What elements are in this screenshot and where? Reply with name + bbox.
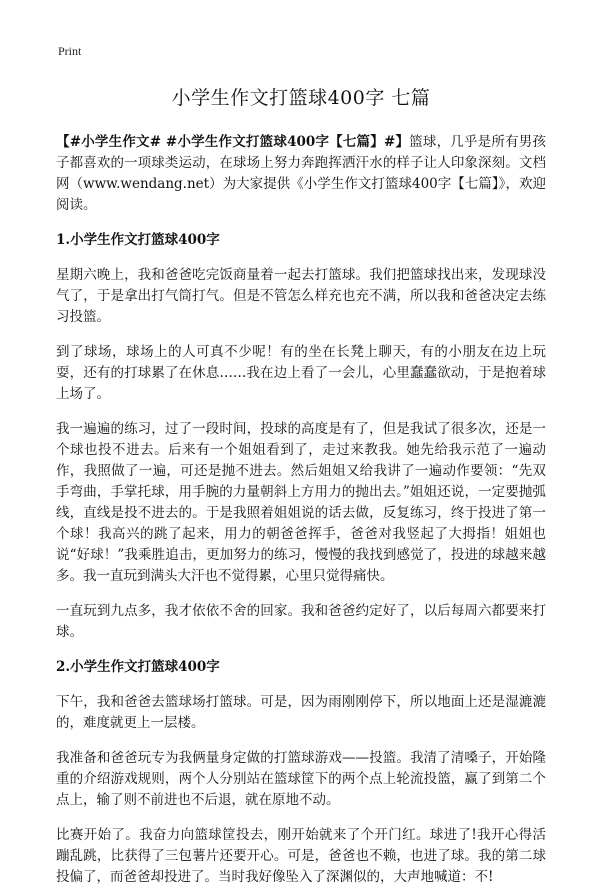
section-1-paragraph-2: 到了球场，球场上的人可真不少呢！有的坐在长凳上聊天，有的小朋友在边上玩耍，还有的打球累了在休息……我在边上看了一会儿，心里蠢蠢欲动，于是抱着球上场了。 (56, 344, 546, 402)
section-heading-2: 2.小学生作文打篮球400字 (56, 659, 220, 675)
print-link[interactable]: Print (58, 44, 82, 58)
section-2-paragraph-2: 我准备和爸爸玩专为我俩量身定做的打篮球游戏——投篮。我清了清嗓子，开始隆重的介绍游戏规则，两个人分别站在篮球筐下的两个点上轮流投篮，赢了到第二个点上，输了则不前进也不后退，就在原地不动。 (56, 750, 546, 808)
section-2-paragraph-1: 下午，我和爸爸去篮球场打篮球。可是，因为雨刚刚停下，所以地面上还是湿漉漉的，难度就更上一层楼。 (56, 694, 546, 731)
section-1-paragraph-3: 我一遍遍的练习，过了一段时间，投球的高度是有了，但是我试了很多次，还是一个球也投不进去。后来有一个姐姐看到了，走过来教我。她先给我示范了一遍动作，我照做了一遍，可还是抛不进去。然后姐姐又给我讲了一遍动作要领：“先双手弯曲，手掌托球，用手腕的力量朝斜上方用力的抛出去。”姐姐还说，一定要抛弧线，直线是投不进去的。于是我照着姐姐说的话去做，反复练习，终于投进了第一个球！我高兴的跳了起来，用力的朝爸爸挥手，爸爸对我竖起了大拇指！姐姐也说“好球！”我乘胜追击，更加努力的练习，慢慢的我找到感觉了，投进的球越来越多。我一直玩到满头大汗也不觉得累，心里只觉得痛快。 (56, 421, 546, 584)
section-1-paragraph-4: 一直玩到九点多，我才依依不舍的回家。我和爸爸约定好了，以后每周六都要来打球。 (56, 603, 546, 640)
section-1-paragraph-1: 星期六晚上，我和爸爸吃完饭商量着一起去打篮球。我们把篮球找出来，发现球没气了，于是拿出打气筒打气。但是不管怎么样充也充不满，所以我和爸爸决定去练习投篮。 (56, 267, 546, 325)
intro-text: 篮球，几乎是所有男孩子都喜欢的一项球类运动，在球场上努力奔跑挥洒汗水的样子让人印象深刻。文档网（www.wendang.net）为大家提供《小学生作文打篮球400字【七篇】》，欢迎阅读。 (56, 134, 546, 213)
intro-paragraph (56, 132, 546, 216)
section-2-paragraph-3: 比赛开始了。我奋力向篮球筐投去，刚开始就来了个开门红。球进了!我开心得活蹦乱跳，比获得了三包薯片还要开心。可是，爸爸也不赖，也进了球。我的第二球投偏了，而爸爸却投进了。当时我好像坠入了深渊似的，大声地喊道：不! (56, 827, 546, 885)
section-heading-1: 1.小学生作文打篮球400字 (56, 232, 220, 248)
page-title: 小学生作文打篮球400字 七篇 (171, 87, 431, 109)
intro-tags: 【#小学生作文# #小学生作文打篮球400字【七篇】#】 (56, 134, 410, 150)
